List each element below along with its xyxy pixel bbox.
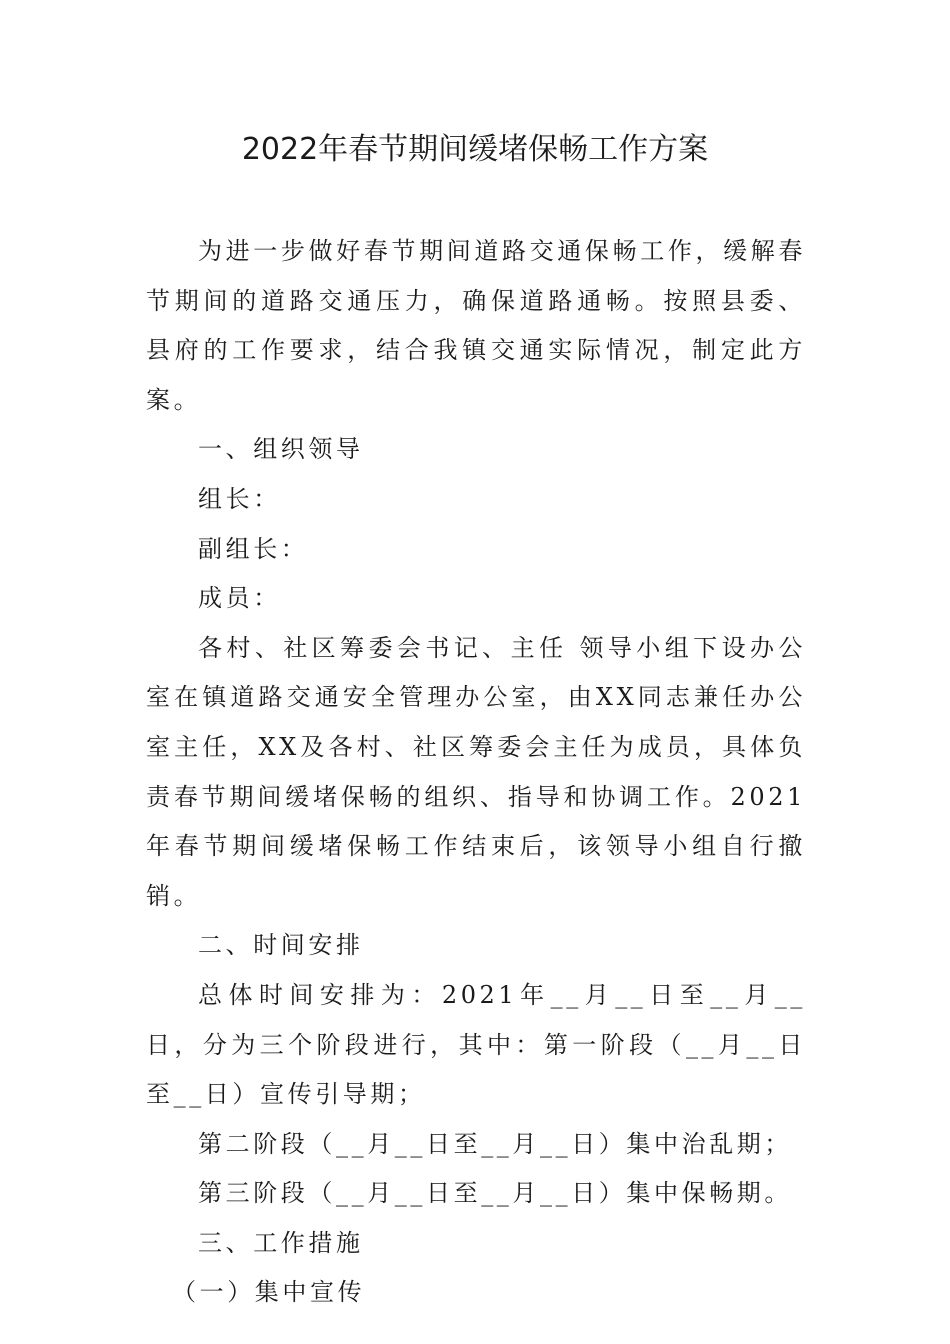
phase-three-line: 第三阶段（__月__日至__月__日）集中保畅期。: [198, 1179, 792, 1208]
subsection-heading-publicity: （一）集中宣传: [172, 1278, 366, 1307]
team-leader-line: 组长：: [198, 484, 281, 513]
office-paragraph: 各村、社区筹委会书记、主任 领导小组下设办公室在镇道路交通安全管理办公室，由XX同志兼任办公室主任，XX及各村、社区筹委会主任为成员，具体负责春节期间缓堵保畅的组织、指导和协调工作。2021年春节期间缓堵保畅工作结束后，该领导小组自行撤销。: [146, 633, 806, 910]
deputy-leader-line: 副组长：: [198, 534, 309, 563]
document-body: [146, 227, 806, 1318]
schedule-paragraph: 总体时间安排为：2021年__月__日至__月__日，分为三个阶段进行，其中：第一阶段（__月__日至__日）宣传引导期；: [146, 980, 806, 1109]
document-title: 2022年春节期间缓堵保畅工作方案: [241, 132, 709, 167]
intro-paragraph: 为进一步做好春节期间道路交通保畅工作，缓解春节期间的道路交通压力，确保道路通畅。按照县委、县府的工作要求，结合我镇交通实际情况，制定此方案。: [146, 237, 806, 414]
section-heading-schedule: 二、时间安排: [198, 931, 364, 960]
phase-two-line: 第二阶段（__月__日至__月__日）集中治乱期；: [198, 1129, 792, 1158]
section-heading-organization: 一、组织领导: [198, 435, 364, 464]
members-line: 成员：: [198, 584, 281, 613]
section-heading-measures: 三、工作措施: [198, 1228, 364, 1257]
